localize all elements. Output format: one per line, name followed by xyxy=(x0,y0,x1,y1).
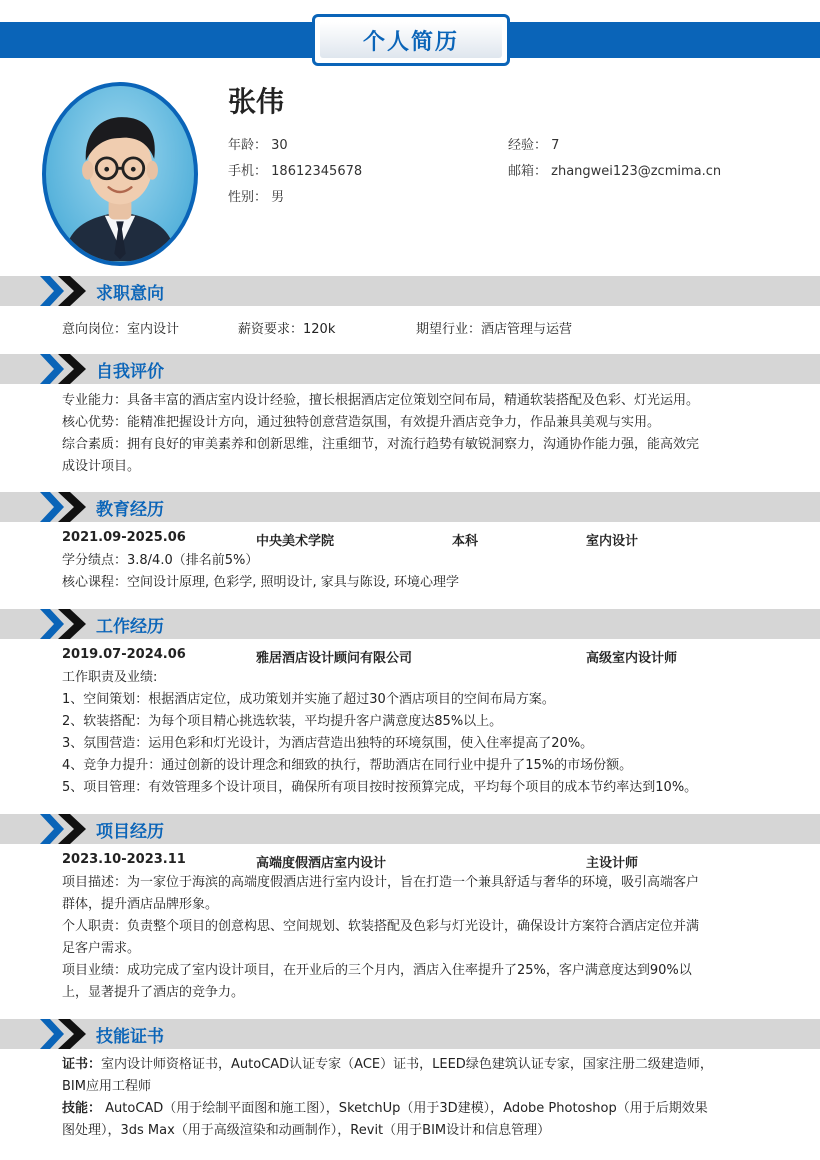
self-eval-line: 专业能力：具备丰富的酒店室内设计经验，擅长根据酒店定位策划空间布局，精通软装搭配及色彩、灯光运用。 xyxy=(62,393,700,408)
experience-value: 7 xyxy=(551,138,560,153)
self-eval-line: 核心优势：能精准把握设计方向，通过独特创意营造氛围，有效提升酒店竞争力，作品兼具美观与实用。 xyxy=(62,415,661,430)
section-title-skills: 技能证书 xyxy=(96,1027,164,1047)
work-company: 雅居酒店设计顾问有限公司 xyxy=(256,651,413,666)
section-header-intent xyxy=(0,276,820,306)
education-degree: 本科 xyxy=(452,534,479,549)
section-header-self-eval xyxy=(0,354,820,384)
work-line: 2、软装搭配：为每个项目精心挑选软装，平均提升客户满意度达85%以上。 xyxy=(62,714,503,729)
education-gpa: 学分绩点：3.8/4.0（排名前5%） xyxy=(62,553,259,568)
double-chevron-icon xyxy=(40,609,90,639)
double-chevron-icon xyxy=(40,1019,90,1049)
age-value: 30 xyxy=(271,138,288,153)
avatar xyxy=(42,82,198,266)
skills-cert-line-2: BIM应用工程师 xyxy=(62,1079,151,1094)
work-line: 工作职责及业绩: xyxy=(62,670,158,685)
project-line: 项目描述：为一家位于海滨的高端度假酒店进行室内设计，旨在打造一个兼具舒适与奢华的环境，吸引高端客户 xyxy=(62,875,700,890)
education-period: 2021.09-2025.06 xyxy=(62,530,186,545)
project-role: 主设计师 xyxy=(586,856,639,871)
skill-text: AutoCAD（用于绘制平面图和施工图），SketchUp（用于3D建模），Adobe Photoshop（用于后期效果 xyxy=(101,1101,708,1116)
intent-position: 意向岗位：室内设计 xyxy=(62,322,180,337)
email-field xyxy=(508,160,721,179)
project-line: 足客户需求。 xyxy=(62,941,141,956)
phone-field xyxy=(228,160,362,179)
intent-salary: 薪资要求：120k xyxy=(238,322,336,337)
section-header-project xyxy=(0,814,820,844)
section-title-work: 工作经历 xyxy=(96,617,164,637)
skills-skill-line-2: 图处理），3ds Max（用于高级渲染和动画制作），Revit（用于BIM设计和信息管理） xyxy=(62,1123,551,1138)
section-header-education xyxy=(0,492,820,522)
header-bar-left xyxy=(0,22,312,58)
work-line: 5、项目管理：有效管理多个设计项目，确保所有项目按时按预算完成，平均每个项目的成本节约率达到10%。 xyxy=(62,780,698,795)
avatar-illustration xyxy=(46,86,194,262)
section-title-self-eval: 自我评价 xyxy=(96,362,164,382)
project-line: 个人职责：负责整个项目的创意构思、空间规划、软装搭配及色彩与灯光设计，确保设计方案符合酒店定位并满 xyxy=(62,919,700,934)
gender-label: 性别： xyxy=(228,190,268,205)
age-field xyxy=(228,134,288,153)
project-line: 项目业绩：成功完成了室内设计项目，在开业后的三个月内，酒店入住率提升了25%，客户满意度达到90%以 xyxy=(62,963,692,978)
project-name: 高端度假酒店室内设计 xyxy=(256,856,387,871)
phone-label: 手机： xyxy=(228,164,268,179)
self-eval-line: 成设计项目。 xyxy=(62,459,141,474)
section-title-education: 教育经历 xyxy=(96,500,164,520)
cert-text: 室内设计师资格证书，AutoCAD认证专家（ACE）证书，LEED绿色建筑认证专家，国家注册二级建造师， xyxy=(101,1057,713,1072)
work-line: 4、竞争力提升：通过创新的设计理念和细致的执行，帮助酒店在同行业中提升了15%的市场份额。 xyxy=(62,758,633,773)
education-school: 中央美术学院 xyxy=(256,534,335,549)
header-title-box xyxy=(312,14,510,66)
gender-field xyxy=(228,186,284,205)
work-line: 3、氛围营造：运用色彩和灯光设计，为酒店营造出独特的环境氛围，使入住率提高了20%。 xyxy=(62,736,594,751)
double-chevron-icon xyxy=(40,276,90,306)
double-chevron-icon xyxy=(40,354,90,384)
double-chevron-icon xyxy=(40,492,90,522)
section-header-skills xyxy=(0,1019,820,1049)
section-title-intent: 求职意向 xyxy=(96,284,164,304)
header-bar-right xyxy=(510,22,820,58)
project-period: 2023.10-2023.11 xyxy=(62,852,186,867)
age-label: 年龄： xyxy=(228,138,268,153)
experience-field xyxy=(508,134,559,153)
intent-industry: 期望行业：酒店管理与运营 xyxy=(416,322,573,337)
gender-value: 男 xyxy=(271,190,285,205)
double-chevron-icon xyxy=(40,814,90,844)
project-line: 群体，提升酒店品牌形象。 xyxy=(62,897,219,912)
self-eval-line: 综合素质：拥有良好的审美素养和创新思维，注重细节，对流行趋势有敏锐洞察力，沟通协作能力强，能高效完 xyxy=(62,437,700,452)
cert-label: 证书： xyxy=(62,1057,102,1072)
section-header-work xyxy=(0,609,820,639)
email-label: 邮箱： xyxy=(508,164,548,179)
page-title: 个人简历 xyxy=(362,29,459,55)
section-title-project: 项目经历 xyxy=(96,822,164,842)
skills-cert-line xyxy=(62,1054,762,1076)
candidate-name: 张伟 xyxy=(228,85,285,118)
project-line: 上，显著提升了酒店的竞争力。 xyxy=(62,985,245,1000)
skill-label: 技能： xyxy=(62,1101,102,1116)
education-major: 室内设计 xyxy=(586,534,639,549)
email-value: zhangwei123@zcmima.cn xyxy=(551,164,722,179)
experience-label: 经验： xyxy=(508,138,548,153)
work-line: 1、空间策划：根据酒店定位，成功策划并实施了超过30个酒店项目的空间布局方案。 xyxy=(62,692,555,707)
education-courses: 核心课程：空间设计原理, 色彩学, 照明设计, 家具与陈设, 环境心理学 xyxy=(62,575,460,590)
skills-skill-line xyxy=(62,1098,762,1120)
phone-value: 18612345678 xyxy=(271,164,363,179)
work-period: 2019.07-2024.06 xyxy=(62,647,186,662)
work-role: 高级室内设计师 xyxy=(586,651,678,666)
